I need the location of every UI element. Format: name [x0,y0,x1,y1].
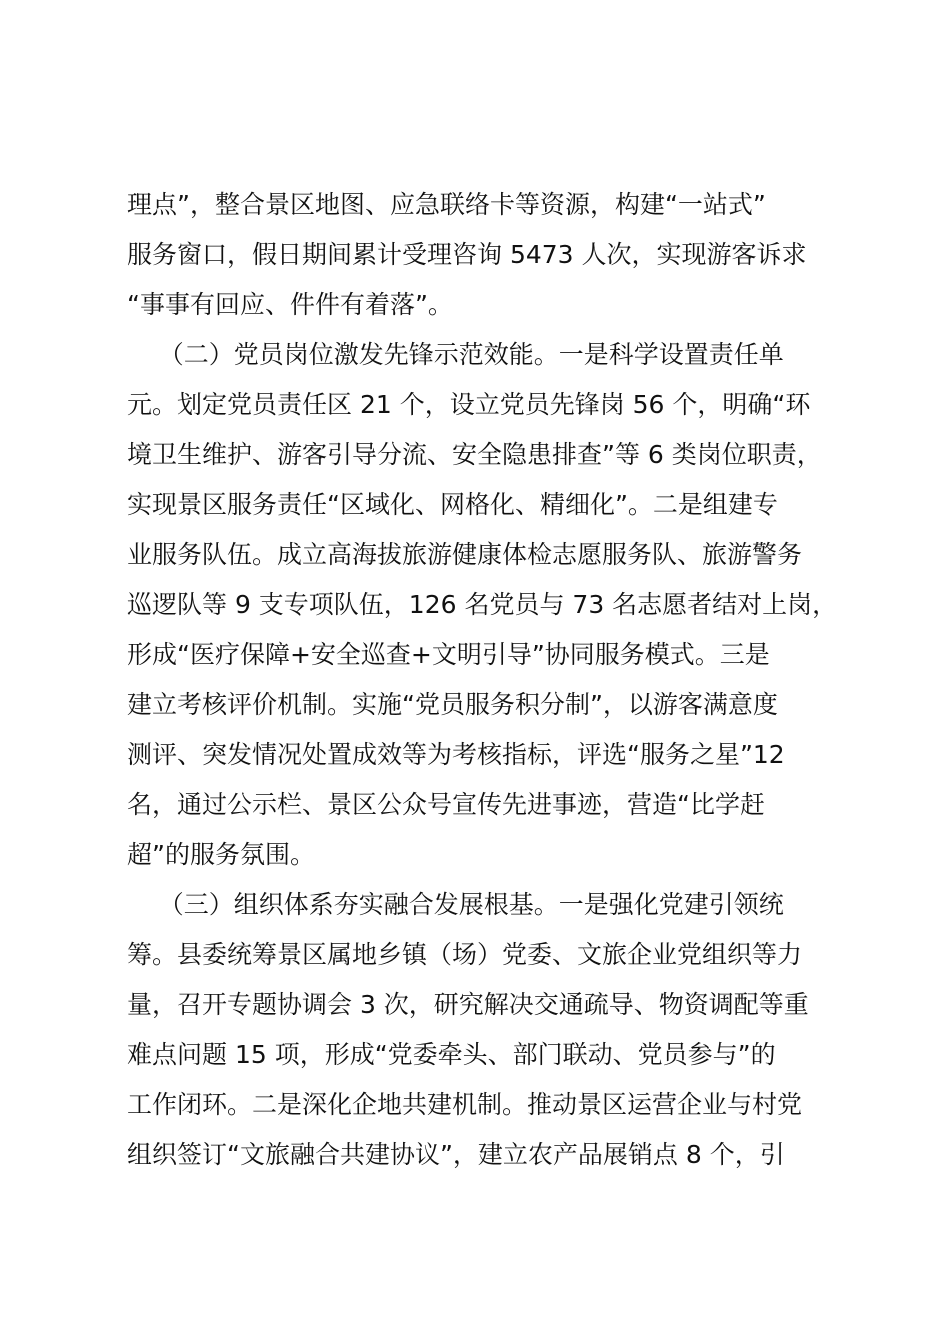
text-line: 超”的服务氛围。 [127,840,315,869]
text-line: 测评、突发情况处置成效等为考核指标，评选“服务之星”12 [127,740,785,769]
body-text [127,180,839,1180]
text-line: 量，召开专题协调会 3 次，研究解决交通疏导、物资调配等重 [127,990,809,1019]
text-line: 组织签订“文旅融合共建协议”，建立农产品展销点 8 个，引 [127,1140,785,1169]
text-line: 理点”，整合景区地图、应急联络卡等资源，构建“一站式” [127,190,766,219]
text-line: 建立考核评价机制。实施“党员服务积分制”，以游客满意度 [127,690,778,719]
text-line: 巡逻队等 9 支专项队伍，126 名党员与 73 名志愿者结对上岗， [127,590,838,619]
text-line: 境卫生维护、游客引导分流、安全隐患排查”等 6 类岗位职责， [127,440,822,469]
text-line: 实现景区服务责任“区域化、网格化、精细化”。二是组建专 [127,490,778,519]
text-line: 元。划定党员责任区 21 个，设立党员先锋岗 56 个，明确“环 [127,390,811,419]
text-line: 筹。县委统筹景区属地乡镇（场）党委、文旅企业党组织等力 [127,940,803,969]
text-line: （二）党员岗位激发先锋示范效能。一是科学设置责任单 [127,340,784,369]
text-line: 形成“医疗保障+安全巡查+文明引导”协同服务模式。三是 [127,640,770,669]
text-line: 工作闭环。二是深化企地共建机制。推动景区运营企业与村党 [127,1090,803,1119]
text-line: 名，通过公示栏、景区公众号宣传先进事迹，营造“比学赶 [127,790,765,819]
text-line: 服务窗口，假日期间累计受理咨询 5473 人次，实现游客诉求 [127,240,807,269]
text-line: 难点问题 15 项，形成“党委牵头、部门联动、党员参与”的 [127,1040,776,1069]
text-line: （三）组织体系夯实融合发展根基。一是强化党建引领统 [127,890,784,919]
text-line: 业服务队伍。成立高海拔旅游健康体检志愿服务队、旅游警务 [127,540,803,569]
text-line: “事事有回应、件件有着落”。 [127,290,453,319]
